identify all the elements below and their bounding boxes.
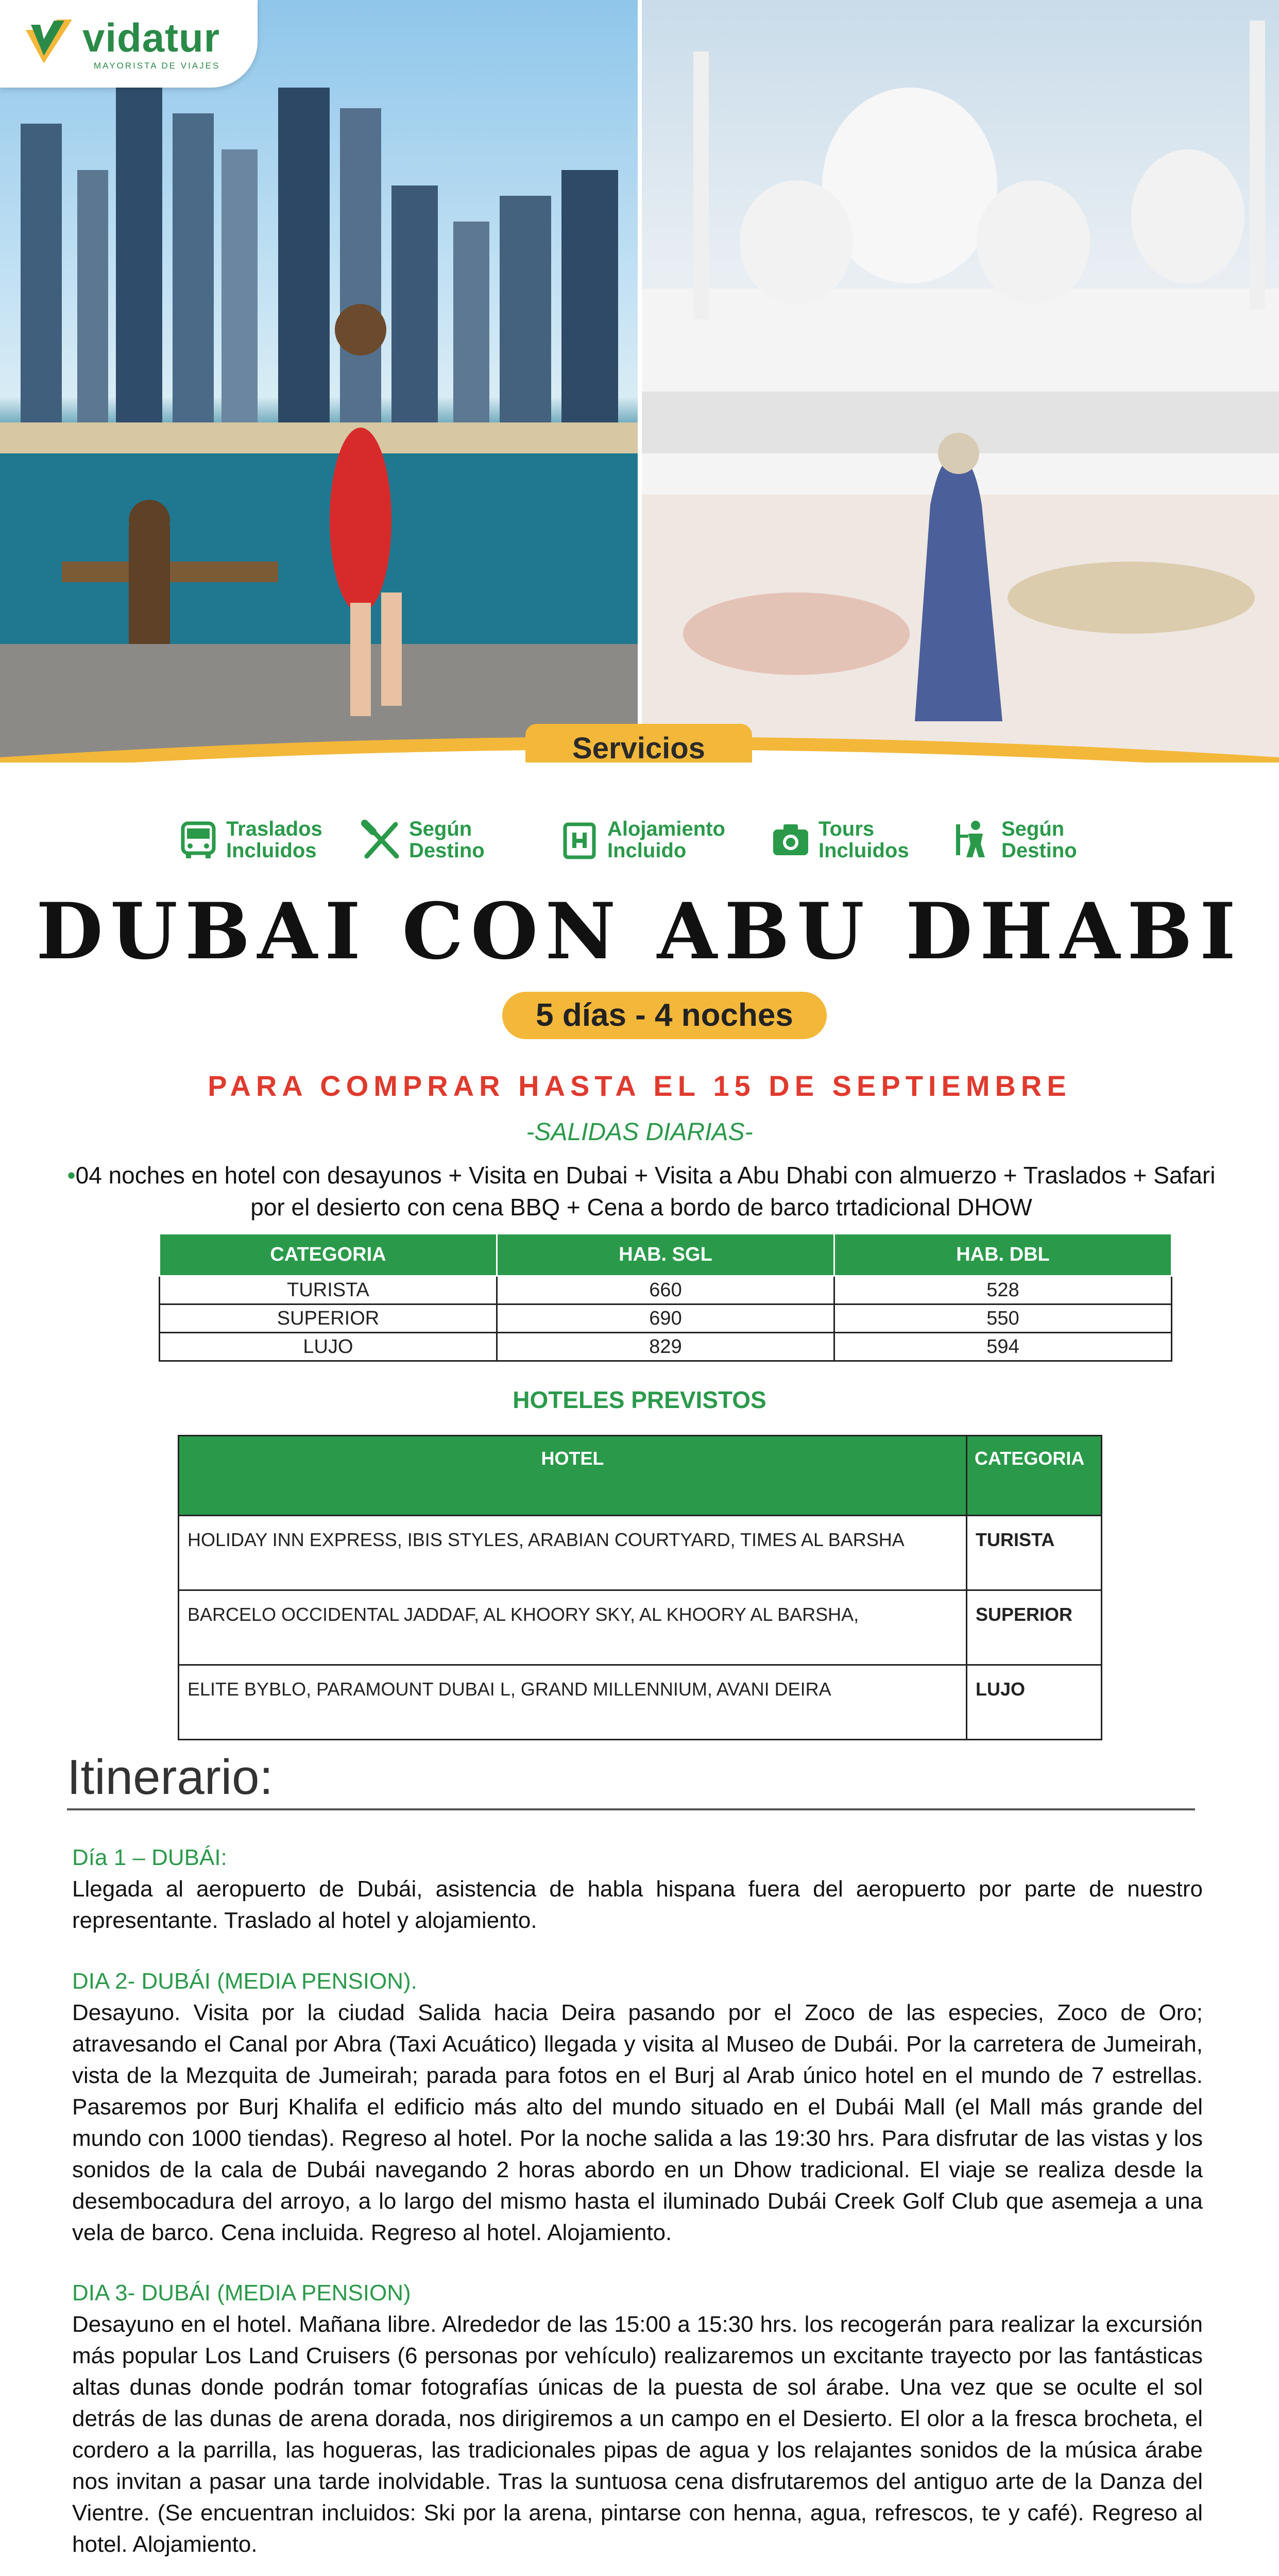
table-cell: LUJO [967,1665,1102,1740]
itinerary-day-1 [72,1842,1203,1936]
table-cell: 690 [497,1304,834,1333]
promo-deadline: PARA COMPRAR HASTA EL 15 DE SEPTIEMBRE [208,1070,1071,1102]
includes-bullet: • [67,1162,76,1189]
brand-logo[interactable] [0,0,258,88]
hotels-heading: HOTELES PREVISTOS [513,1386,766,1413]
table-cell: ELITE BYBLO, PARAMOUNT DUBAI L, GRAND MILLENNIUM, AVANI DEIRA [179,1665,967,1740]
table-cell: SUPERIOR [160,1304,497,1333]
bus-icon [178,819,219,860]
service-label: Alojamiento Incluido [607,818,725,862]
page-title: DUBAI CON ABU DHABI [36,886,1243,977]
service-comidas [361,814,527,866]
day-title: Día 1 – DUBÁI: [72,1845,227,1870]
abu-dhabi-mosque-photo [642,0,1279,762]
day-description: Llegada al aeropuerto de Dubái, asistencia de habla hispana fuera del aeropuerto por parte de nuestro representante. Traslado al hotel y alojamiento. [72,1876,1203,1933]
camera-icon [770,819,811,860]
column-header: HOTEL [179,1436,967,1516]
price-table [159,1233,1172,1362]
table-cell: TURISTA [967,1516,1102,1590]
table-cell: 594 [834,1333,1172,1361]
hotel-icon [559,819,600,860]
itinerary-day-2 [72,1965,1203,2248]
service-actividades [953,814,1120,866]
hero-banner [0,0,1279,762]
column-header: HAB. SGL [497,1234,834,1276]
itinerary-divider [67,1808,1195,1810]
day-description: Desayuno en el hotel. Mañana libre. Alrededor de las 15:00 a 15:30 hrs. los recogerán para realizar la excursión más popular Los Land Cruisers (6 personas por vehículo) realizaremos un excitante trayecto por las fantásticas altas dunas donde podrán tomar fotografías únicas de la puesta de sol árabe. Una vez que se oculte el sol detrás de las dunas de arena dorada, nos dirigiremos a un campo en el Desierto. El olor a la fresca brocheta, el cordero a la parrilla, las hogueras, las tradicionales pipas de agua y los relajantes sonidos de la música árabe nos invitan a pasar una tarde inolvidable. Tras la suntuosa cena disfrutaremos del antiguo arte de la Danza del Vientre. (Se encuentran incluidos: Ski por la arena, pintarse con henna, agua, refrescos, te y café). Regreso al hotel. Alojamiento. [72,2312,1203,2557]
mosque-illustration [642,0,1279,762]
table-row [160,1276,1172,1304]
table-cell: BARCELO OCCIDENTAL JADDAF, AL KHOORY SKY, AL KHOORY AL BARSHA, [179,1590,967,1665]
price-table-header [160,1234,1172,1276]
table-row [179,1665,1102,1740]
service-label: Según Destino [1001,818,1077,862]
service-label: Tours Incluidos [818,818,909,862]
dubai-skyline-photo [0,0,638,762]
itinerary-heading: Itinerario: [67,1750,274,1805]
service-label: Según Destino [409,818,485,862]
table-cell: LUJO [160,1333,497,1361]
table-cell: TURISTA [160,1276,497,1304]
skyline-illustration [0,0,638,762]
activity-icon [953,819,994,860]
table-cell: 550 [834,1304,1172,1333]
table-cell: 660 [497,1276,834,1304]
services-label: Servicios [525,724,752,762]
itinerary-day-3 [72,2277,1203,2560]
utensils-icon [361,819,402,860]
hero-divider [638,0,642,762]
table-cell: 528 [834,1276,1172,1304]
column-header: CATEGORIA [160,1234,497,1276]
logo-check-icon [21,14,77,71]
service-tours [770,814,937,866]
table-row [160,1304,1172,1333]
day-description: Desayuno. Visita por la ciudad Salida hacia Deira pasando por el Zoco de las especies, Zoco de Oro; atravesando el Canal por Abra (Taxi Acuático) llegada y visita al Museo de Dubái. Por la carretera de Jumeirah, vista de la Mezquita de Jumeirah; parada para fotos en el Burj al Arab único hotel en el mundo de 7 estrellas. Pasaremos por Burj Khalifa el edificio más alto del mundo situado en el Dubái Mall (el Mall más grande del mundo con 1000 tiendas). Regreso al hotel. Por la noche salida a las 19:30 hrs. Para disfrutar de las vistas y los sonidos de la cala de Dubái navegando 2 horas abordo en un Dhow tradicional. El viaje se realiza desde la desembocadura del arroyo, a lo largo del mismo hasta el iluminado Dubái Creek Golf Club que asemeja a una vela de barco. Cena incluida. Regreso al hotel. Alojamiento. [72,2000,1203,2245]
brand-name: vidatur [82,15,220,60]
table-row [179,1516,1102,1590]
departures-note: -SALIDAS DIARIAS- [526,1118,753,1146]
table-cell: HOLIDAY INN EXPRESS, IBIS STYLES, ARABIAN COURTYARD, TIMES AL BARSHA [179,1516,967,1590]
includes-text [67,1159,1216,1223]
table-row [160,1333,1172,1361]
service-alojamiento [559,814,726,866]
includes-description: 04 noches en hotel con desayunos + Visita en Dubai + Visita a Abu Dhabi con almuerzo + Traslados + Safari por el desierto con cena BBQ + Cena a bordo de barco trtadicional DHOW [75,1162,1216,1221]
column-header: CATEGORIA [967,1436,1102,1516]
hotel-table [178,1435,1102,1740]
service-traslados [178,814,345,866]
day-title: DIA 3- DUBÁI (MEDIA PENSION) [72,2280,411,2306]
day-title: DIA 2- DUBÁI (MEDIA PENSION). [72,1969,417,1994]
table-row [179,1590,1102,1665]
column-header: HAB. DBL [834,1234,1172,1276]
table-cell: 829 [497,1333,834,1361]
hotel-table-header [179,1436,1102,1516]
service-label: Traslados Incluidos [226,818,322,862]
brand-tagline: MAYORISTA DE VIAJES [94,61,220,71]
duration-badge: 5 días - 4 noches [502,992,827,1039]
table-cell: SUPERIOR [967,1590,1102,1665]
